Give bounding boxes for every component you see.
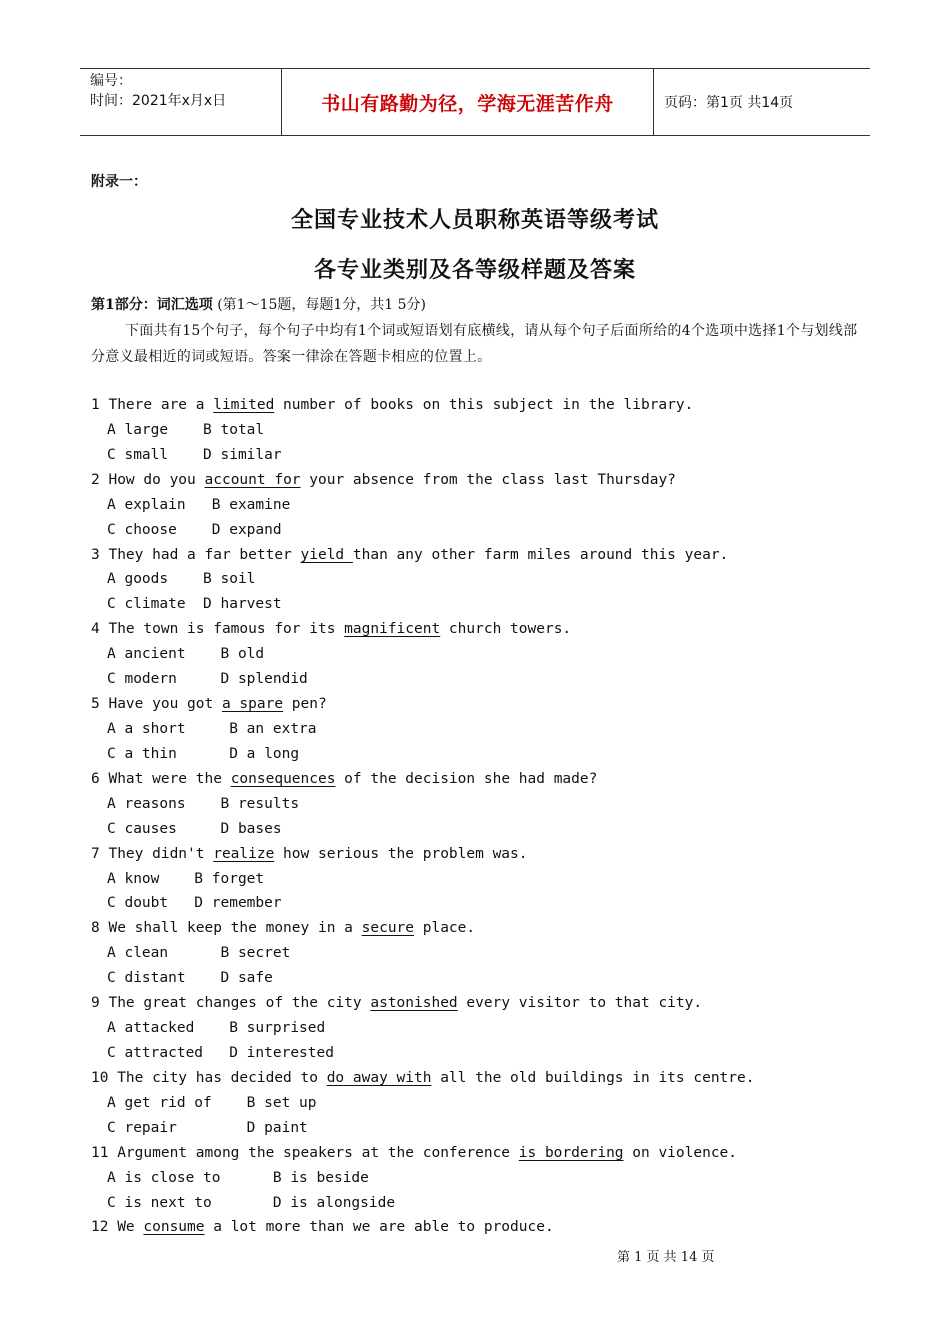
part-note: (第1～15题，每题1分，共1 5分) bbox=[212, 297, 427, 313]
underlined-term: magnificent bbox=[344, 621, 441, 638]
answer-options: A know B forget bbox=[107, 870, 265, 887]
part-heading bbox=[91, 294, 426, 314]
underlined-term: secure bbox=[361, 920, 415, 937]
document-subtitle: 各专业类别及各等级样题及答案 bbox=[313, 257, 636, 283]
question-list bbox=[91, 393, 871, 1240]
answer-options: A large B total bbox=[107, 421, 265, 438]
answer-options: C repair D paint bbox=[107, 1119, 308, 1136]
header-meta bbox=[80, 69, 281, 135]
document-number-label: 编号： bbox=[90, 73, 132, 89]
header-slogan: 书山有路勤为径，学海无涯苦作舟 bbox=[281, 69, 654, 135]
underlined-term: a spare bbox=[221, 696, 284, 713]
answer-options: C attracted D interested bbox=[107, 1044, 334, 1061]
part-instructions: 下面共有15个句子，每个句子中均有1个词或短语划有底横线，请从每个句子后面所给的4个选项中选择1个与划线部分意义最相近的词或短语。答案一律涂在答题卡相应的位置上。 bbox=[91, 323, 858, 365]
question-stem: 2 How do you account for your absence from the class last Thursday? bbox=[91, 471, 676, 488]
answer-options: C climate D harvest bbox=[107, 596, 282, 613]
answer-options: C doubt D remember bbox=[107, 895, 282, 912]
page-footer: 第 1 页 共 14 页 bbox=[617, 1250, 715, 1265]
underlined-term: account for bbox=[204, 471, 301, 488]
question-stem: 8 We shall keep the money in a secure place. bbox=[91, 920, 476, 937]
underlined-term: do away with bbox=[326, 1069, 432, 1086]
answer-options: A a short B an extra bbox=[107, 720, 317, 737]
answer-options: A get rid of B set up bbox=[107, 1094, 317, 1111]
answer-options: A reasons B results bbox=[107, 795, 300, 812]
page-header bbox=[80, 68, 870, 136]
answer-options: C modern D splendid bbox=[107, 671, 308, 688]
answer-options: C is next to D is alongside bbox=[107, 1194, 396, 1211]
question-stem: 5 Have you got a spare pen? bbox=[91, 696, 327, 713]
answer-options: A is close to B is beside bbox=[107, 1169, 369, 1186]
answer-options: A attacked B surprised bbox=[107, 1020, 326, 1037]
answer-options: C small D similar bbox=[107, 446, 282, 463]
underlined-term: realize bbox=[213, 845, 275, 862]
question-stem: 6 What were the consequences of the decision she had made? bbox=[91, 770, 598, 787]
underlined-term: consume bbox=[143, 1219, 205, 1236]
question-stem: 10 The city has decided to do away with all the old buildings in its centre. bbox=[91, 1069, 755, 1086]
underlined-term: consequences bbox=[230, 770, 336, 787]
answer-options: C choose D expand bbox=[107, 521, 282, 538]
header-page-number: 页码：第1页 共14页 bbox=[664, 95, 794, 111]
answer-options: A explain B examine bbox=[107, 496, 291, 513]
appendix-label: 附录一： bbox=[91, 174, 147, 190]
underlined-term: yield bbox=[300, 546, 353, 563]
answer-options: A goods B soil bbox=[107, 571, 256, 588]
question-stem: 3 They had a far better yield than any other farm miles around this year. bbox=[91, 546, 729, 563]
answer-options: A clean B secret bbox=[107, 945, 291, 962]
underlined-term: is bordering bbox=[518, 1144, 624, 1161]
part-title: 第1部分：词汇选项 bbox=[91, 297, 213, 313]
question-stem: 9 The great changes of the city astonished every visitor to that city. bbox=[91, 995, 703, 1012]
answer-options: C a thin D a long bbox=[107, 745, 300, 762]
answer-options: C causes D bases bbox=[107, 820, 282, 837]
underlined-term: astonished bbox=[370, 995, 458, 1012]
document-title: 全国专业技术人员职称英语等级考试 bbox=[290, 207, 659, 233]
question-stem: 11 Argument among the speakers at the conference is bordering on violence. bbox=[91, 1144, 738, 1161]
question-stem: 7 They didn't realize how serious the problem was. bbox=[91, 845, 528, 862]
document-date: 时间：2021年x月x日 bbox=[90, 93, 227, 109]
question-stem: 4 The town is famous for its magnificent church towers. bbox=[91, 621, 572, 638]
answer-options: A ancient B old bbox=[107, 646, 265, 663]
question-stem: 1 There are a limited number of books on this subject in the library. bbox=[91, 397, 694, 413]
underlined-term: limited bbox=[213, 397, 275, 413]
question-stem: 12 We consume a lot more than we are able to produce. bbox=[91, 1219, 554, 1236]
answer-options: C distant D safe bbox=[107, 970, 273, 987]
